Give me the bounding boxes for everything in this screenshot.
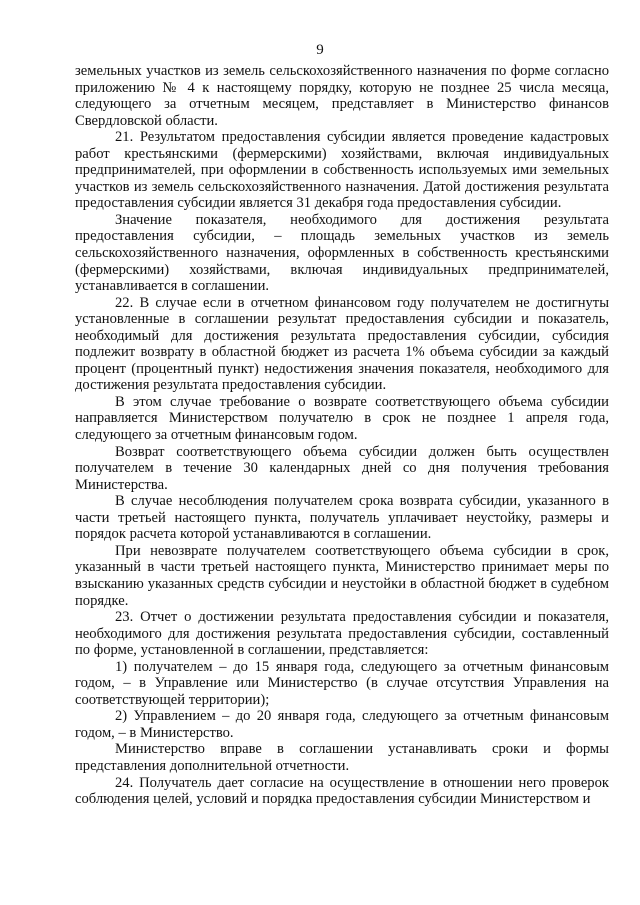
paragraph-22: 22. В случае если в отчетном финансовом году получателем не достигнуты установленные в соглашении результат предоставления субсидии и показатель, необходимый для достижения результата предоставления субсидии, субсидия подлежит возврату в областной бюджет из расчета 1% объема субсидии за каждый процент (процентный пункт) недостижения значения показателя, необходимого для достижения результата предоставления субсидии. [75,294,609,394]
paragraph-23-additional: Министерство вправе в соглашении устанавливать сроки и формы представления дополнительной отчетности. [75,741,609,774]
paragraph-23-item-2: 2) Управлением – до 20 января года, следующего за отчетным финансовым годом, – в Министерство. [75,708,609,741]
paragraph-23-item-1: 1) получателем – до 15 января года, следующего за отчетным финансовым годом, – в Управление или Министерство (в случае отсутствия Управления на соответствующей территории); [75,658,609,708]
paragraph-22-return: Возврат соответствующего объема субсидии должен быть осуществлен получателем в течение 30 календарных дней со дня получения требования Министерства. [75,443,609,493]
paragraph-22-penalty: В случае несоблюдения получателем срока возврата субсидии, указанного в части третьей настоящего пункта, получатель уплачивает неустойку, размеры и порядок расчета которой устанавливаются в соглашении. [75,493,609,543]
paragraph-22-enforcement: При невозврате получателем соответствующего объема субсидии в срок, указанный в части третьей настоящего пункта, Министерство принимает меры по взысканию указанных средств субсидии и неустойки в областной бюджет в судебном порядке. [75,542,609,609]
page-number: 9 [316,42,324,58]
paragraph-23: 23. Отчет о достижении результата предоставления субсидии и показателя, необходимого для достижения результата предоставления субсидии, составленный по форме, установленной в соглашении, представляется: [75,609,609,659]
paragraph-22-requirement: В этом случае требование о возврате соответствующего объема субсидии направляется Министерством получателю в срок не позднее 1 апреля года, следующего за отчетным финансовым годом. [75,393,609,444]
paragraph-21: 21. Результатом предоставления субсидии является проведение кадастровых работ крестьянскими (фермерскими) хозяйствами, включая индивидуальных предпринимателей, при оформлении в собственность используемых ими земельных участков из земель сельскохозяйственного назначения. Датой достижения результата предоставления субсидии является 31 декабря года предоставления субсидии. [75,129,609,212]
document-body [75,63,609,808]
paragraph-continuation: земельных участков из земель сельскохозяйственного назначения по форме согласно приложению № 4 к настоящему порядку, которую не позднее 25 числа месяца, следующего за отчетным месяцем, представляет в Министерство финансов Свердловской области. [75,63,609,129]
paragraph-21-indicator: Значение показателя, необходимого для достижения результата предоставления субсидии, – площадь земельных участков из земель сельскохозяйственного назначения, оформленных в собственность крестьянскими (фермерскими) хозяйствами, включая индивидуальных предпринимателей, устанавливается в соглашении. [75,211,609,295]
paragraph-24: 24. Получатель дает согласие на осуществление в отношении него проверок соблюдения целей, условий и порядка предоставления субсидии Министерством и [75,774,609,808]
